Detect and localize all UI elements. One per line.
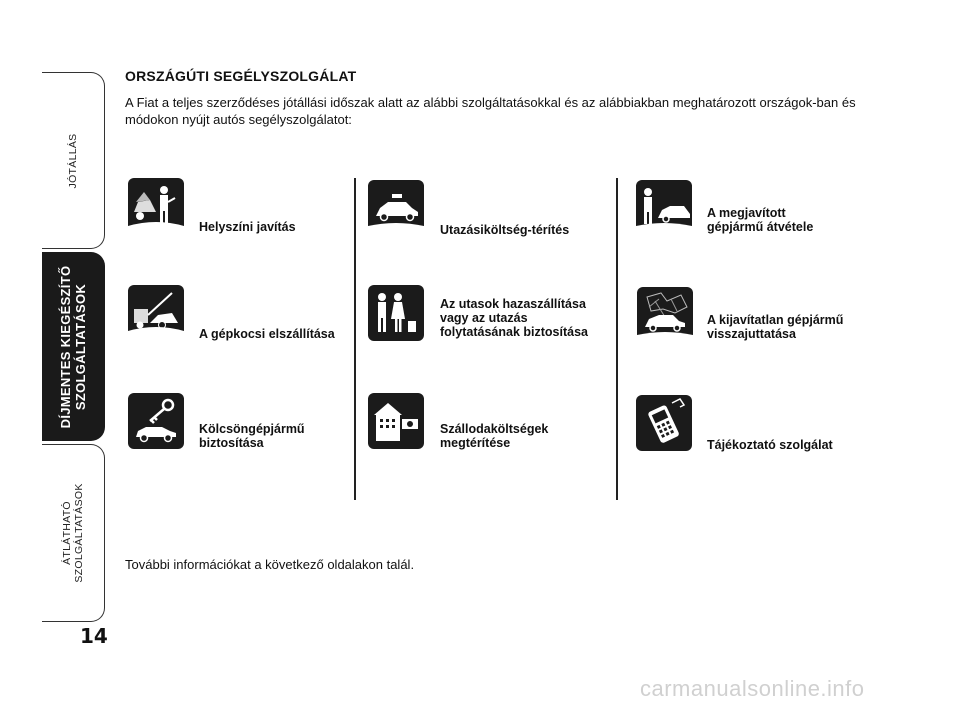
label-line: biztosítása	[199, 436, 264, 450]
mobile-phone-icon	[636, 395, 692, 451]
service-label	[199, 422, 305, 450]
label-line: Az utasok hazaszállítása	[440, 297, 586, 311]
tab-atlathato[interactable]	[42, 444, 105, 622]
service-label	[440, 223, 569, 237]
taxi-icon	[368, 180, 424, 236]
tab-dijmentes-line1: DÍJMENTES KIEGÉSZÍTŐ	[58, 265, 73, 428]
car-pickup-icon	[636, 180, 692, 236]
label-line: Kölcsöngépjármű	[199, 422, 305, 436]
roadside-repair-icon	[128, 178, 184, 234]
side-tabs	[42, 72, 106, 620]
column-divider	[354, 178, 356, 500]
tow-truck-icon	[128, 285, 184, 341]
car-return-icon	[637, 287, 693, 343]
label-line: visszajuttatása	[707, 327, 796, 341]
tab-dijmentes-label	[58, 265, 88, 428]
label-line: Szállodaköltségek	[440, 422, 549, 436]
watermark: carmanualsonline.info	[640, 676, 865, 701]
tab-atlathato-label	[61, 483, 85, 582]
label-line: gépjármű átvétele	[707, 220, 814, 234]
tab-jotallas-label: JÓTÁLLÁS	[67, 133, 79, 188]
service-label	[707, 313, 843, 341]
service-label	[440, 297, 588, 339]
tab-atlathato-line1: ÁTLÁTHATÓ	[61, 501, 73, 565]
label-line: Tájékoztató szolgálat	[707, 438, 833, 452]
service-label	[707, 206, 813, 234]
intro-text: A Fiat a teljes szerződéses jótállási időszak alatt az alábbi szolgáltatásokkal és az alábbiakban meghatározott országok-ban és módokon nyújt autós segélyszolgálatot:	[125, 95, 856, 127]
label-line: folytatásának biztosítása	[440, 325, 588, 339]
label-line: A megjavított	[707, 206, 786, 220]
tab-dijmentes[interactable]	[42, 252, 105, 441]
label-line: megtérítése	[440, 436, 511, 450]
label-line: vagy az utazás	[440, 311, 528, 325]
label-line: A gépkocsi elszállítása	[199, 327, 335, 341]
column-divider	[616, 178, 618, 500]
rental-car-key-icon	[128, 393, 184, 449]
tab-atlathato-line2: SZOLGÁLTATÁSOK	[73, 483, 85, 583]
label-line: A kijavítatlan gépjármű	[707, 313, 844, 327]
page-number: 14	[80, 624, 108, 648]
service-label	[707, 438, 833, 452]
service-label	[440, 422, 548, 450]
travelers-icon	[368, 285, 424, 341]
footer-note: További információkat a következő oldalakon talál.	[125, 557, 415, 572]
page-title: ORSZÁGÚTI SEGÉLYSZOLGÁLAT	[125, 68, 357, 84]
label-line: Helyszíni javítás	[199, 220, 296, 234]
tab-jotallas[interactable]	[42, 72, 105, 249]
label-line: Utazásiköltség-térítés	[440, 223, 570, 237]
service-label	[199, 220, 296, 234]
hotel-icon	[368, 393, 424, 449]
service-label	[199, 327, 335, 341]
tab-dijmentes-line2: SZOLGÁLTATÁSOK	[73, 283, 88, 410]
